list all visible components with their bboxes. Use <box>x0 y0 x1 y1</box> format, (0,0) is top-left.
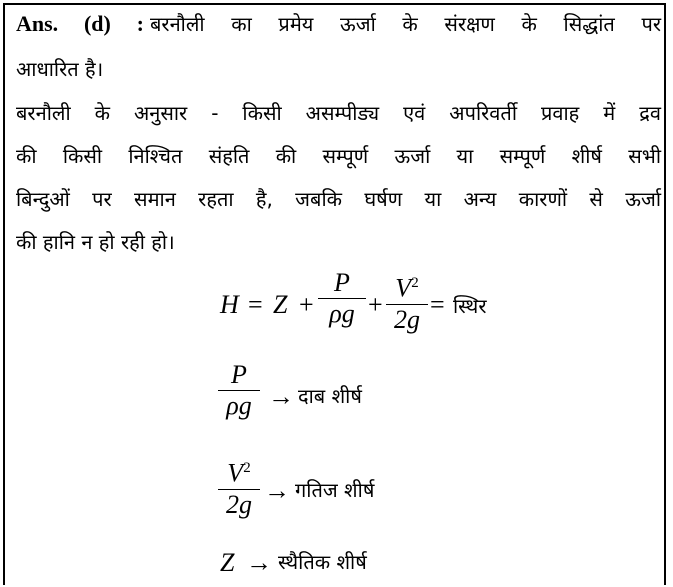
eq-rhs: स्थिर <box>453 294 487 318</box>
definition-line4: की हानि न हो रही हो। <box>16 230 175 254</box>
eq-rho-g: ρg <box>329 299 355 328</box>
eq-lhs: H <box>220 290 239 319</box>
eq-two-g: 2g <box>394 304 420 334</box>
velocity-num: V <box>227 458 244 488</box>
definition-line3: बिन्दुओं पर समान रहता है, जबकि घर्षण या अन्य कारणों से ऊर्जा <box>16 187 661 211</box>
pressure-num: P <box>231 360 247 389</box>
answer-intro-line2: आधारित है। <box>16 57 104 81</box>
answer-intro-line1 <box>16 10 661 37</box>
arrow-icon: → <box>264 476 290 505</box>
eq-pressure-fraction <box>318 268 366 329</box>
eq-plus-1: + <box>299 290 314 319</box>
definition-line2: की किसी निश्चित संहति की सम्पूर्ण ऊर्जा या सम्पूर्ण शीर्ष सभी <box>16 144 661 168</box>
arrow-icon: → <box>268 382 294 411</box>
eq-p: P <box>334 268 350 297</box>
answer-intro-text: बरनौली का प्रमेय ऊर्जा के संरक्षण के सिद्धांत पर <box>149 12 661 36</box>
datum-label: स्थैतिक शीर्ष <box>278 550 367 574</box>
pressure-label: दाब शीर्ष <box>298 384 362 408</box>
pressure-den: ρg <box>226 391 252 420</box>
velocity-label: गतिज शीर्ष <box>295 478 375 502</box>
eq-v-exp: 2 <box>411 275 419 291</box>
eq-equals-2: = <box>430 290 445 319</box>
velocity-fraction <box>218 453 260 520</box>
eq-z: Z <box>273 290 288 319</box>
datum-symbol: Z <box>220 548 235 577</box>
eq-v: V <box>395 273 412 303</box>
pressure-fraction <box>218 360 260 421</box>
definition-line1: बरनौली के अनुसार - किसी असम्पीड्य एवं अपरिवर्ती प्रवाह में द्रव <box>16 101 661 125</box>
eq-equals-1: = <box>248 290 263 319</box>
eq-velocity-fraction <box>386 268 428 335</box>
answer-label: Ans. (d) : <box>16 11 144 36</box>
arrow-icon: → <box>246 548 272 577</box>
velocity-den: 2g <box>226 489 252 519</box>
eq-plus-2: + <box>368 290 383 319</box>
velocity-exp: 2 <box>243 460 251 476</box>
